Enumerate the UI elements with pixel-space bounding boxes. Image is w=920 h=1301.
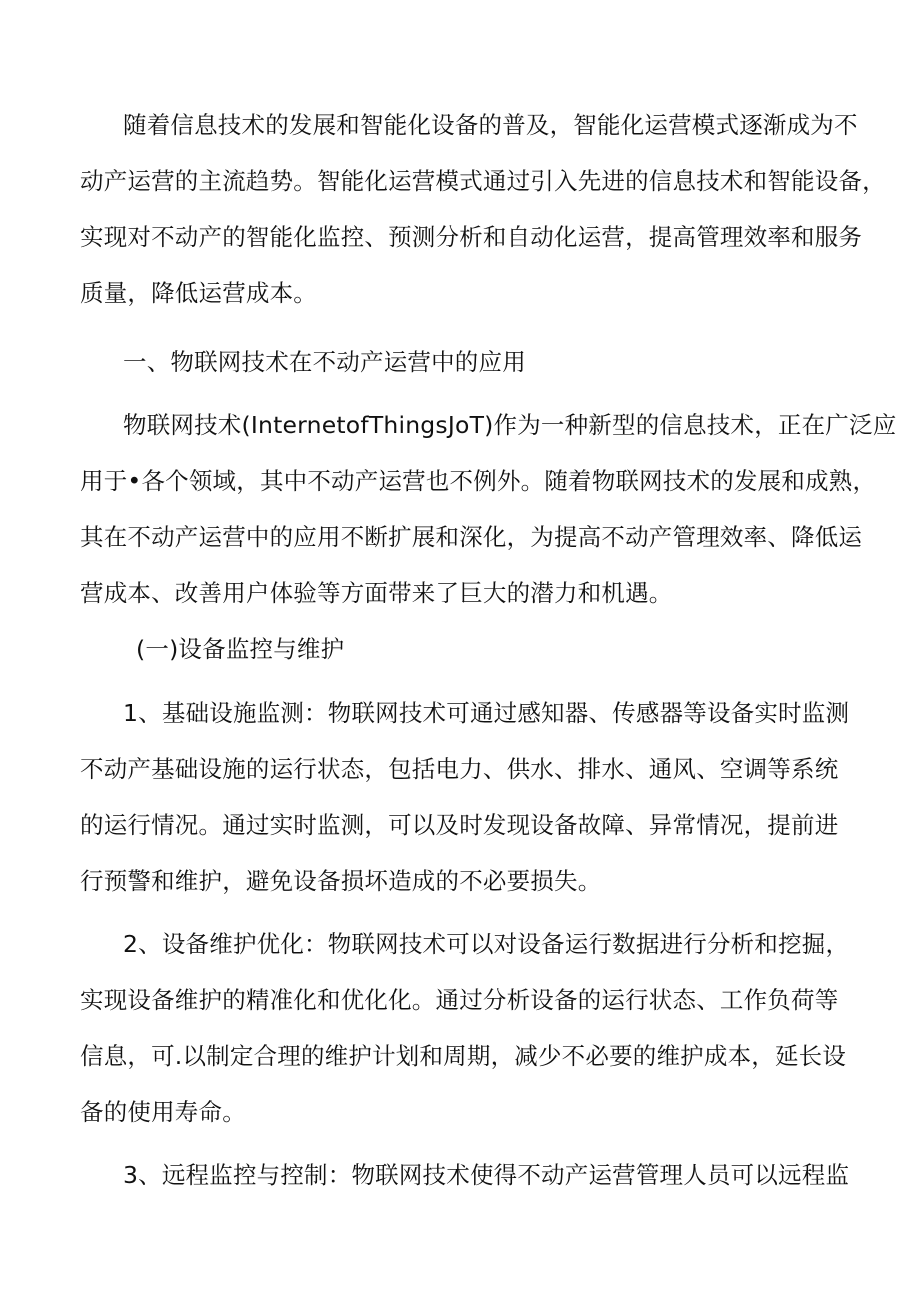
- paragraph-2-line-3: 其在不动产运营中的应用不断扩展和深化，为提高不动产管理效率、降低运: [80, 523, 863, 551]
- paragraph-1-line-3: 实现对不动产的智能化监控、预测分析和自动化运营，提高管理效率和服务: [80, 223, 863, 251]
- item-1-line-4: 行预警和维护，避免设备损坏造成的不必要损失。: [80, 867, 602, 895]
- item-3-line-1: 3、远程监控与控制：物联网技术使得不动产运营管理人员可以远程监: [123, 1161, 850, 1189]
- paragraph-2-line-4: 营成本、改善用户体验等方面带来了巨大的潜力和机遇。: [80, 579, 673, 607]
- subsection-heading: (一)设备监控与维护: [136, 635, 345, 663]
- paragraph-2-line-1: 物联网技术(InternetofThingsJoT)作为一种新型的信息技术，正在广泛应: [123, 411, 897, 439]
- paragraph-2-line-2: 用于•各个领域，其中不动产运营也不例外。随着物联网技术的发展和成熟，: [80, 467, 877, 495]
- item-1-line-3: 的运行情况。通过实时监测，可以及时发现设备故障、异常情况，提前进: [80, 811, 839, 839]
- paragraph-1-line-2: 动产运营的主流趋势。智能化运营模式通过引入先进的信息技术和智能设备，: [80, 167, 886, 195]
- item-1-line-1: 1、基础设施监测：物联网技术可通过感知器、传感器等设备实时监测: [123, 699, 850, 727]
- item-2-line-2: 实现设备维护的精准化和优化化。通过分析设备的运行状态、工作负荷等: [80, 986, 839, 1014]
- item-2-line-4: 备的使用寿命。: [80, 1098, 246, 1126]
- paragraph-1-line-4: 质量，降低运营成本。: [80, 279, 317, 307]
- item-2-line-3: 信息，可.以制定合理的维护计划和周期，减少不必要的维护成本，延长设: [80, 1042, 847, 1070]
- section-heading: 一、物联网技术在不动产运营中的应用: [123, 348, 526, 376]
- paragraph-1-line-1: 随着信息技术的发展和智能化设备的普及，智能化运营模式逐渐成为不: [123, 111, 858, 139]
- item-2-line-1: 2、设备维护优化：物联网技术可以对设备运行数据进行分析和挖掘，: [123, 930, 850, 958]
- item-1-line-2: 不动产基础设施的运行状态，包括电力、供水、排水、通风、空调等系统: [80, 755, 839, 783]
